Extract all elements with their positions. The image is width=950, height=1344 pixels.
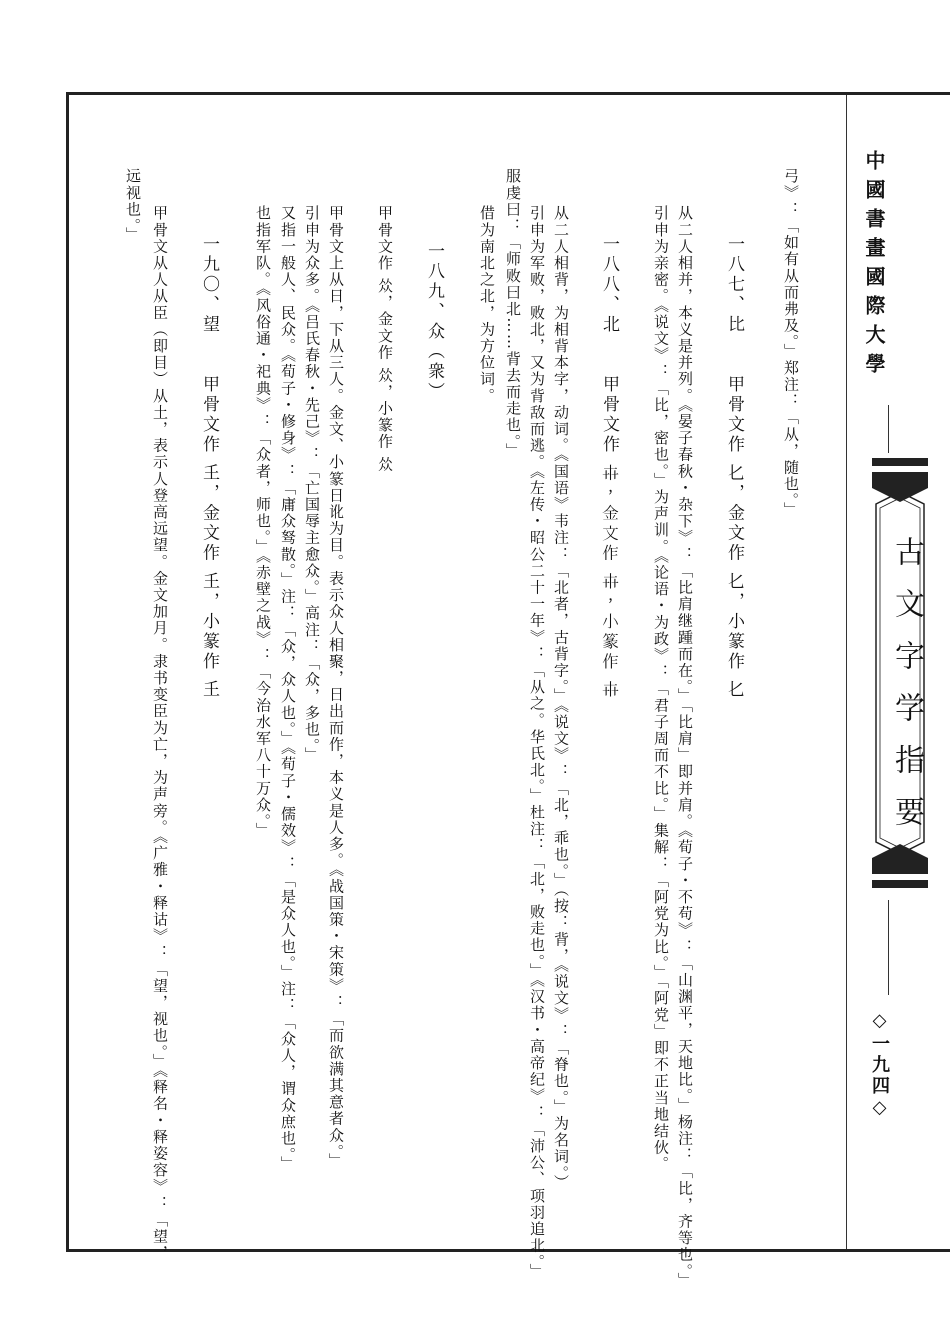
entry-heading-190: 一九〇、望 甲骨文作 𡈼，金文作 𡈼，小篆作 𡈼 — [199, 235, 219, 701]
page-number: ◇一九四◇ — [869, 1010, 890, 1121]
text-column-6: 从二人相背，为相背本字，动词。《国语》韦注：「北者，古背字。」《说文》：「北，乖也。」（按：背，《说文》：「脊也。」为名词。） — [552, 205, 570, 1191]
text-column-4: 引申为亲密。《说文》：「比，密也。」为声训。《论语・为政》：「君子周而不比。」集解：「阿党为比。」「阿党」即不正当地结伙。 — [652, 205, 670, 1173]
text-column-7: 引申为军败，败北，又为背敌而逃。《左传・昭公二十一年》：「从之。华氏北。」杜注：「北，败走也。」《汉书・高帝纪》：「沛公、项羽追北。」 — [528, 205, 546, 1280]
school-name: 中國書畫國際大學 — [862, 150, 886, 382]
text-column-18: 远视也。」 — [124, 168, 142, 244]
text-column-3: 从二人相并，本义是并列。《晏子春秋・杂下》：「比肩继踵而在。」「比肩」即并肩。《荀子・不苟》：「山渊平，天地比。」杨注：「比，齐等也。」 — [676, 205, 694, 1289]
text-column-11: 甲骨文作 𠈌，金文作 𠈌，小篆作 𠈌 — [376, 205, 394, 474]
entry-heading-189: 一八九、众（衆） — [424, 242, 444, 402]
text-column-15: 也指军队。《风俗通・祀典》：「众者，师也。」《赤壁之战》：「今治水军八十万众。」 — [254, 205, 272, 839]
text-column-8: 服虔曰：「师败曰北……背去而走也。」 — [504, 168, 522, 460]
text-column-1: 弓》：「如有从而弗及。」郑注：「从，随也。」 — [782, 168, 800, 519]
book-title-box — [870, 458, 930, 888]
text-column-12: 甲骨文上从日，下从三人。金文、小篆日讹为目。表示众人相聚，日出而作，本义是人多。《战国策・宋策》：「而欲满其意者众。」 — [327, 205, 345, 1170]
book-title: 古文字学指要 — [889, 536, 924, 848]
text-column-17: 甲骨文从人从臣（即目）从土，表示人登高远望。金文加月。隶书变臣为亡，为声旁。《广雅・释诂》：「望，视也。」《释名・释姿容》：「望， — [151, 205, 169, 1262]
entry-heading-187: 一八七、比 甲骨文作 𠤎，金文作 𠤎，小篆作 𠤎 — [724, 235, 744, 701]
text-column-14: 又指一般人、民众。《荀子・修身》：「庸众驽散。」注：「众，众人也。」《荀子・儒效》：「是众人也。」注：「众人，谓众庶也。」 — [279, 205, 297, 1173]
text-column-13: 引申为众多。《吕氏春秋・先己》：「亡国辱主愈众。」高注：「众，多也。」 — [303, 205, 321, 764]
title-rule-top — [888, 405, 889, 453]
entry-heading-188: 一八八、北 甲骨文作 𠦃，金文作 𠦃，小篆作 𠦃 — [599, 235, 619, 701]
sidebar-divider — [846, 95, 847, 1249]
text-column-9: 借为南北之北，为方位词。 — [478, 205, 496, 405]
title-rule-bottom — [888, 900, 889, 995]
